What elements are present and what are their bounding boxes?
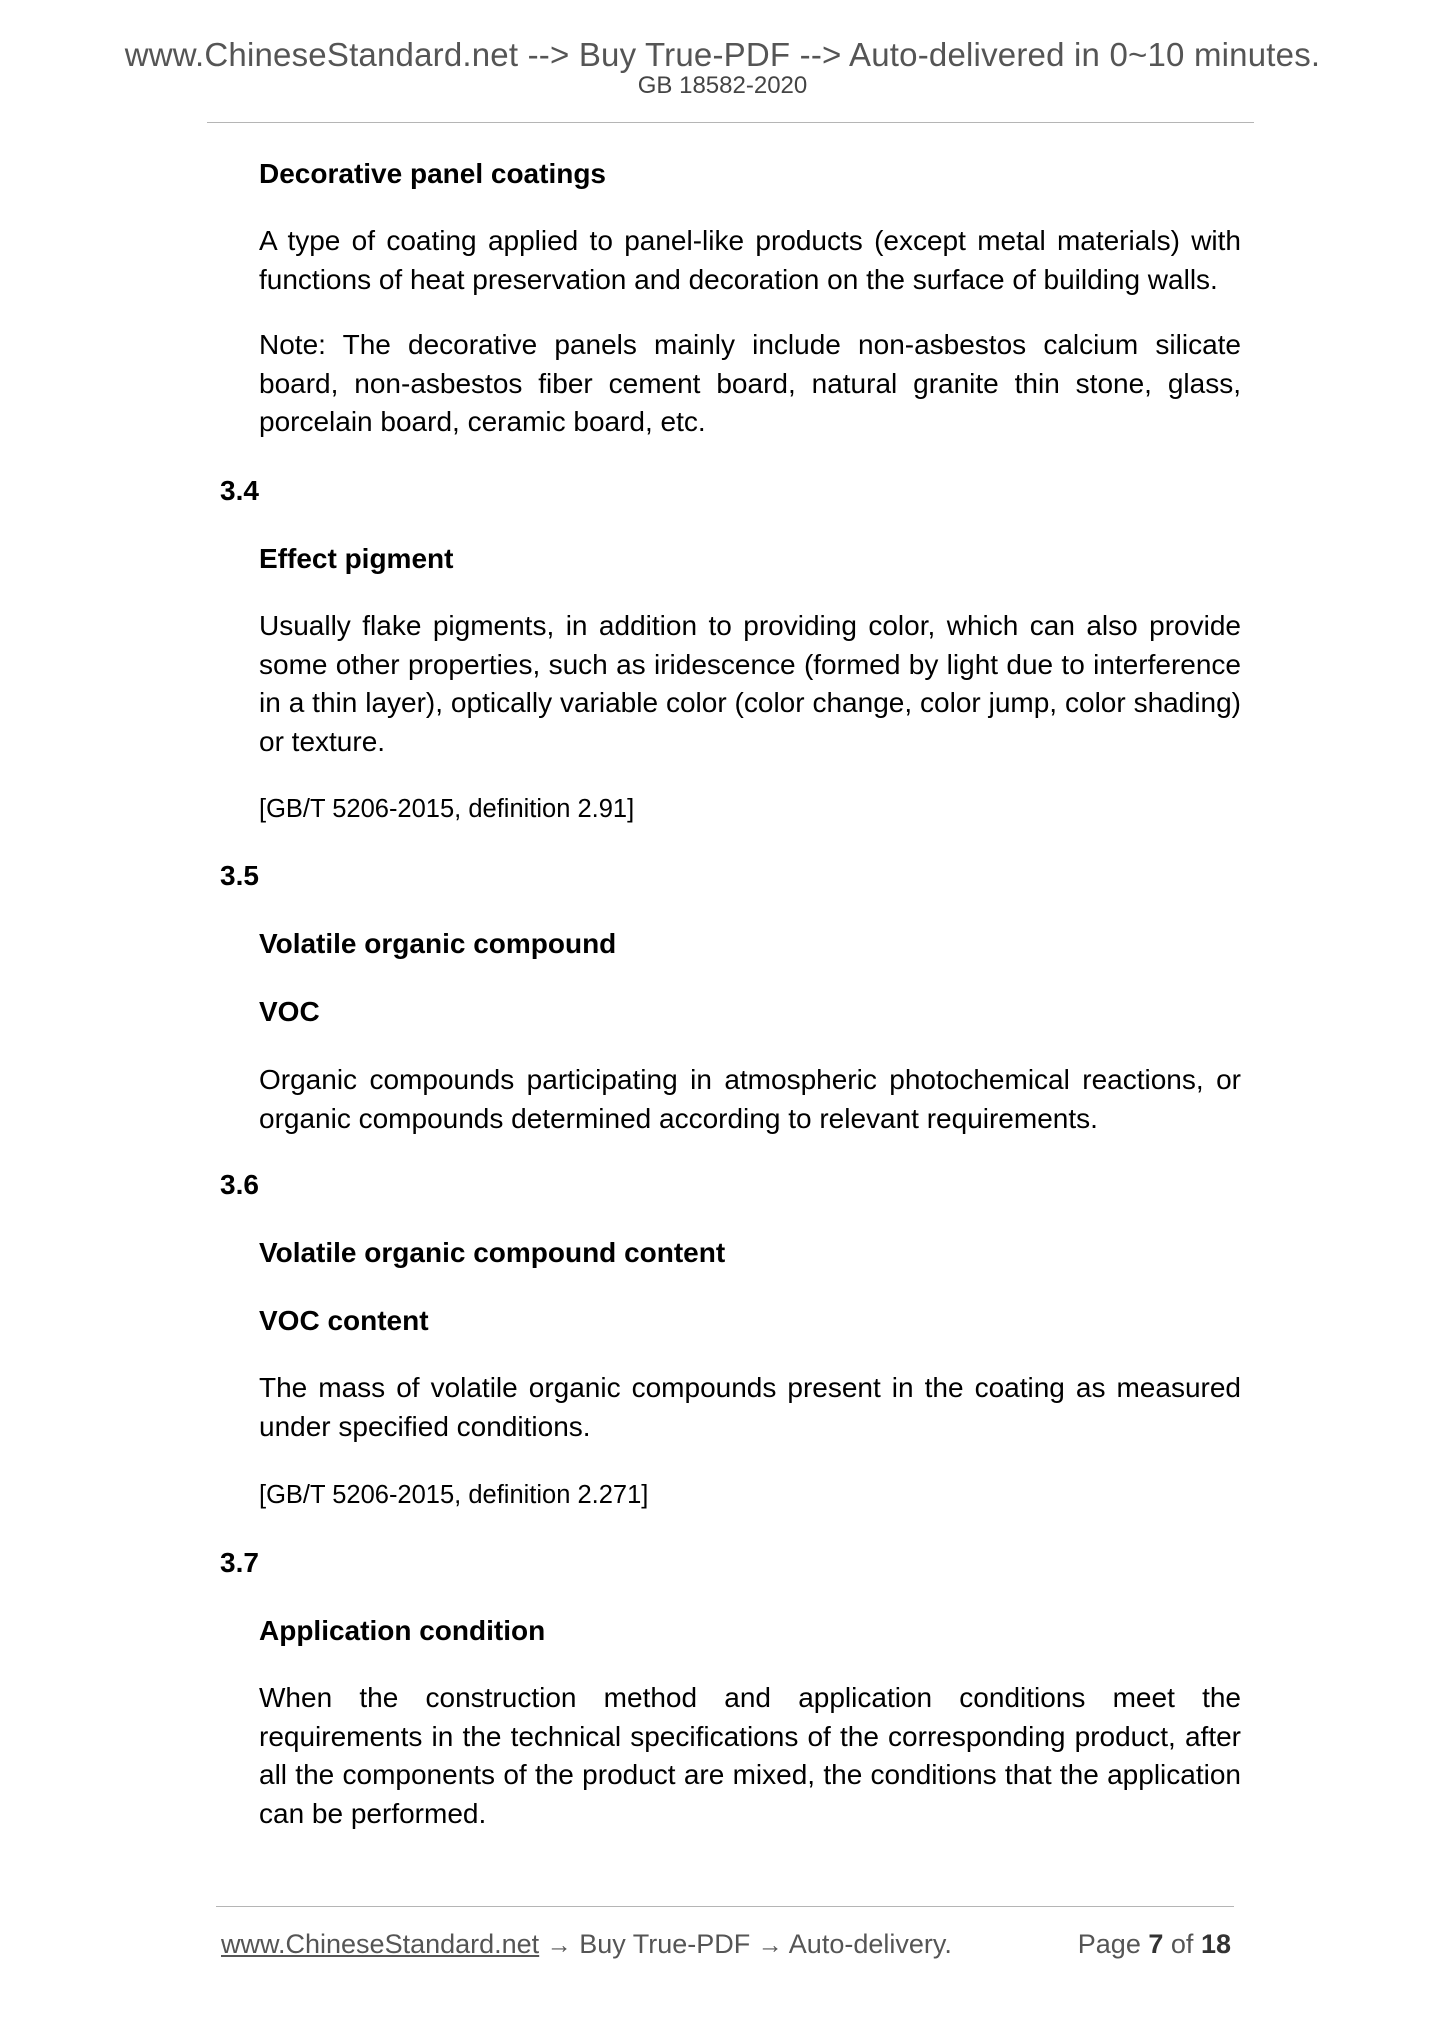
footer-links xyxy=(221,1928,952,1960)
arrow-right-icon: → xyxy=(546,1931,572,1959)
footer-delivery-text: Auto-delivery. xyxy=(788,1929,952,1959)
arrow-right-icon: → xyxy=(757,1931,783,1959)
abbr-voc: VOC xyxy=(259,996,320,1027)
source-3-4: [GB/T 5206-2015, definition 2.91] xyxy=(259,795,635,823)
abbr-voc-content: VOC content xyxy=(259,1305,429,1336)
source-3-6: [GB/T 5206-2015, definition 2.271] xyxy=(259,1481,649,1509)
page-number: 7 xyxy=(1148,1929,1164,1959)
note-3-3: Note: The decorative panels mainly include non-asbestos calcium silicate board, non-asbestos fiber cement board, natural granite thin stone, glass, porcelain board, ceramic board, etc. xyxy=(259,329,1241,437)
clause-number-3-6: 3.6 xyxy=(220,1169,259,1200)
term-application-condition: Application condition xyxy=(259,1615,546,1646)
definition-3-4: Usually flake pigments, in addition to providing color, which can also provide some other properties, such as iridescence (formed by light due to interference in a thin layer), optically variable color (color change, color jump, color shading) or texture. xyxy=(259,610,1241,757)
page-total: 18 xyxy=(1200,1929,1231,1959)
standard-number: GB 18582-2020 xyxy=(637,72,808,99)
clause-number-3-5: 3.5 xyxy=(220,860,259,891)
clause-number-3-4: 3.4 xyxy=(220,475,259,506)
term-voc-content: Volatile organic compound content xyxy=(259,1237,726,1268)
footer-site-link[interactable]: www.ChineseStandard.net xyxy=(221,1929,540,1959)
page-indicator xyxy=(1078,1928,1231,1960)
page-label: Page xyxy=(1077,1929,1141,1959)
term-voc: Volatile organic compound xyxy=(259,928,617,959)
definition-3-7: When the construction method and application conditions meet the requirements in the technical specifications of the corresponding product, after all the components of the product are mixed, the conditions that the application can be performed. xyxy=(259,1682,1241,1829)
term-decorative-panel-coatings: Decorative panel coatings xyxy=(259,158,607,189)
definition-3-6: The mass of volatile organic compounds present in the coating as measured under specified conditions. xyxy=(259,1372,1241,1442)
term-effect-pigment: Effect pigment xyxy=(259,543,454,574)
definition-3-5: Organic compounds participating in atmospheric photochemical reactions, or organic compounds determined according to relevant requirements. xyxy=(259,1064,1241,1134)
definition-3-3: A type of coating applied to panel-like products (except metal materials) with functions of heat preservation and decoration on the surface of building walls. xyxy=(259,225,1241,295)
footer-buy-text: Buy True-PDF xyxy=(579,1929,751,1959)
footer-divider xyxy=(216,1906,1234,1907)
of-label: of xyxy=(1170,1929,1194,1959)
site-banner: www.ChineseStandard.net --> Buy True-PDF --> Auto-delivered in 0~10 minutes. xyxy=(124,36,1321,73)
page-footer xyxy=(221,1928,1231,1960)
clause-number-3-7: 3.7 xyxy=(220,1547,259,1578)
